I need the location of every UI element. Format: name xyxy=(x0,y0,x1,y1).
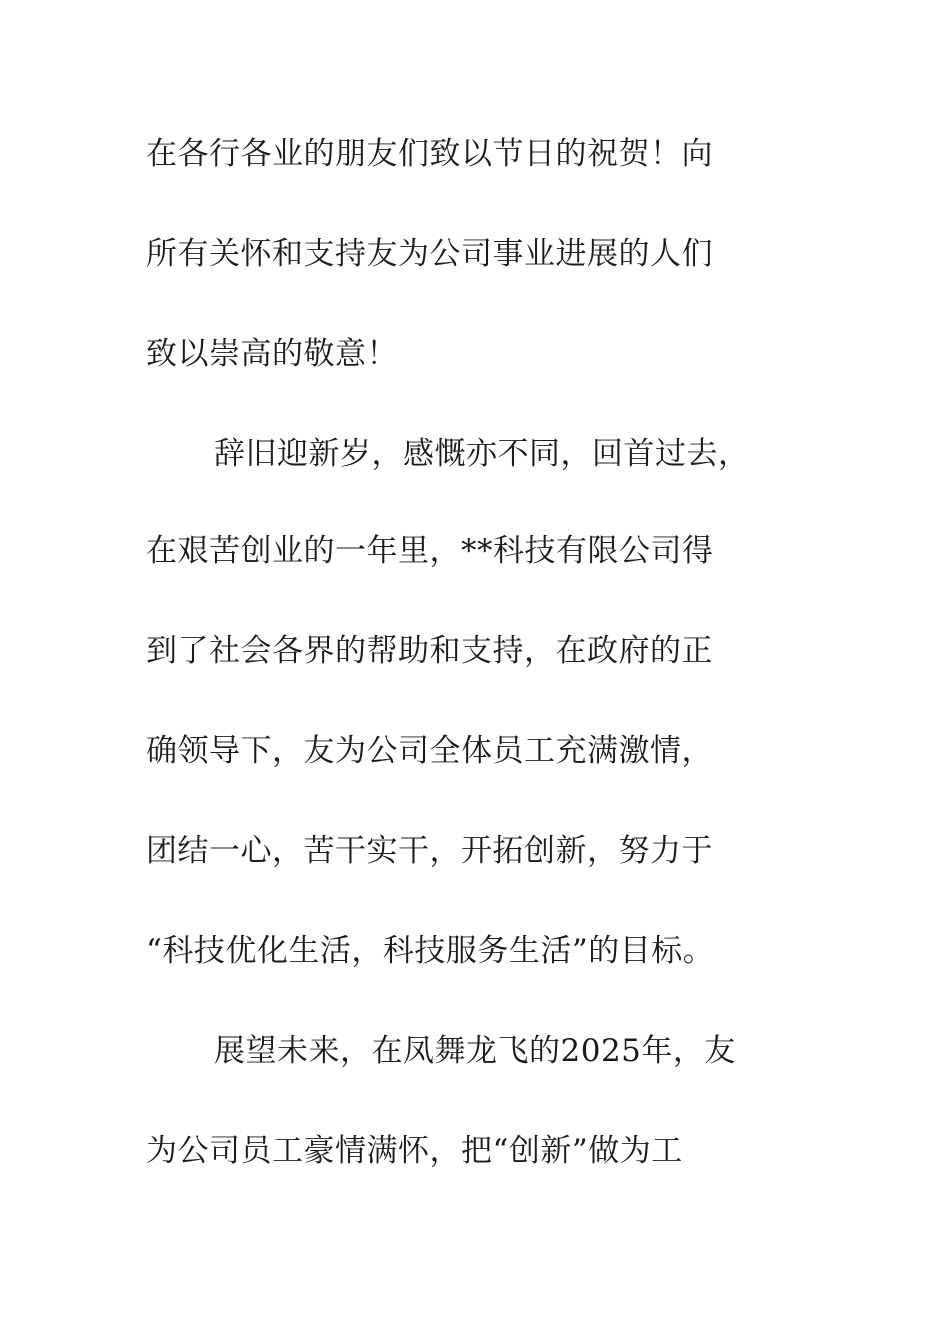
text-line-11: 为公司员工豪情满怀，把“创新”做为工 xyxy=(146,1133,683,1169)
text-line-10: 展望未来，在凤舞龙飞的2025年，友 xyxy=(214,1033,736,1069)
text-line-4: 辞旧迎新岁，感慨亦不同，回首过去， xyxy=(214,436,750,472)
text-line-5: 在艰苦创业的一年里，**科技有限公司得 xyxy=(146,533,714,569)
text-line-6: 到了社会各界的帮助和支持，在政府的正 xyxy=(146,633,713,669)
text-line-3: 致以崇高的敬意！ xyxy=(146,336,398,372)
text-line-2: 所有关怀和支持友为公司事业进展的人们 xyxy=(146,236,713,272)
text-line-9: “科技优化生活，科技服务生活”的目标。 xyxy=(146,933,715,969)
text-line-8: 团结一心，苦干实干，开拓创新，努力于 xyxy=(146,833,713,869)
text-line-7: 确领导下，友为公司全体员工充满激情， xyxy=(146,733,713,769)
text-line-1: 在各行各业的朋友们致以节日的祝贺！向 xyxy=(146,136,713,172)
